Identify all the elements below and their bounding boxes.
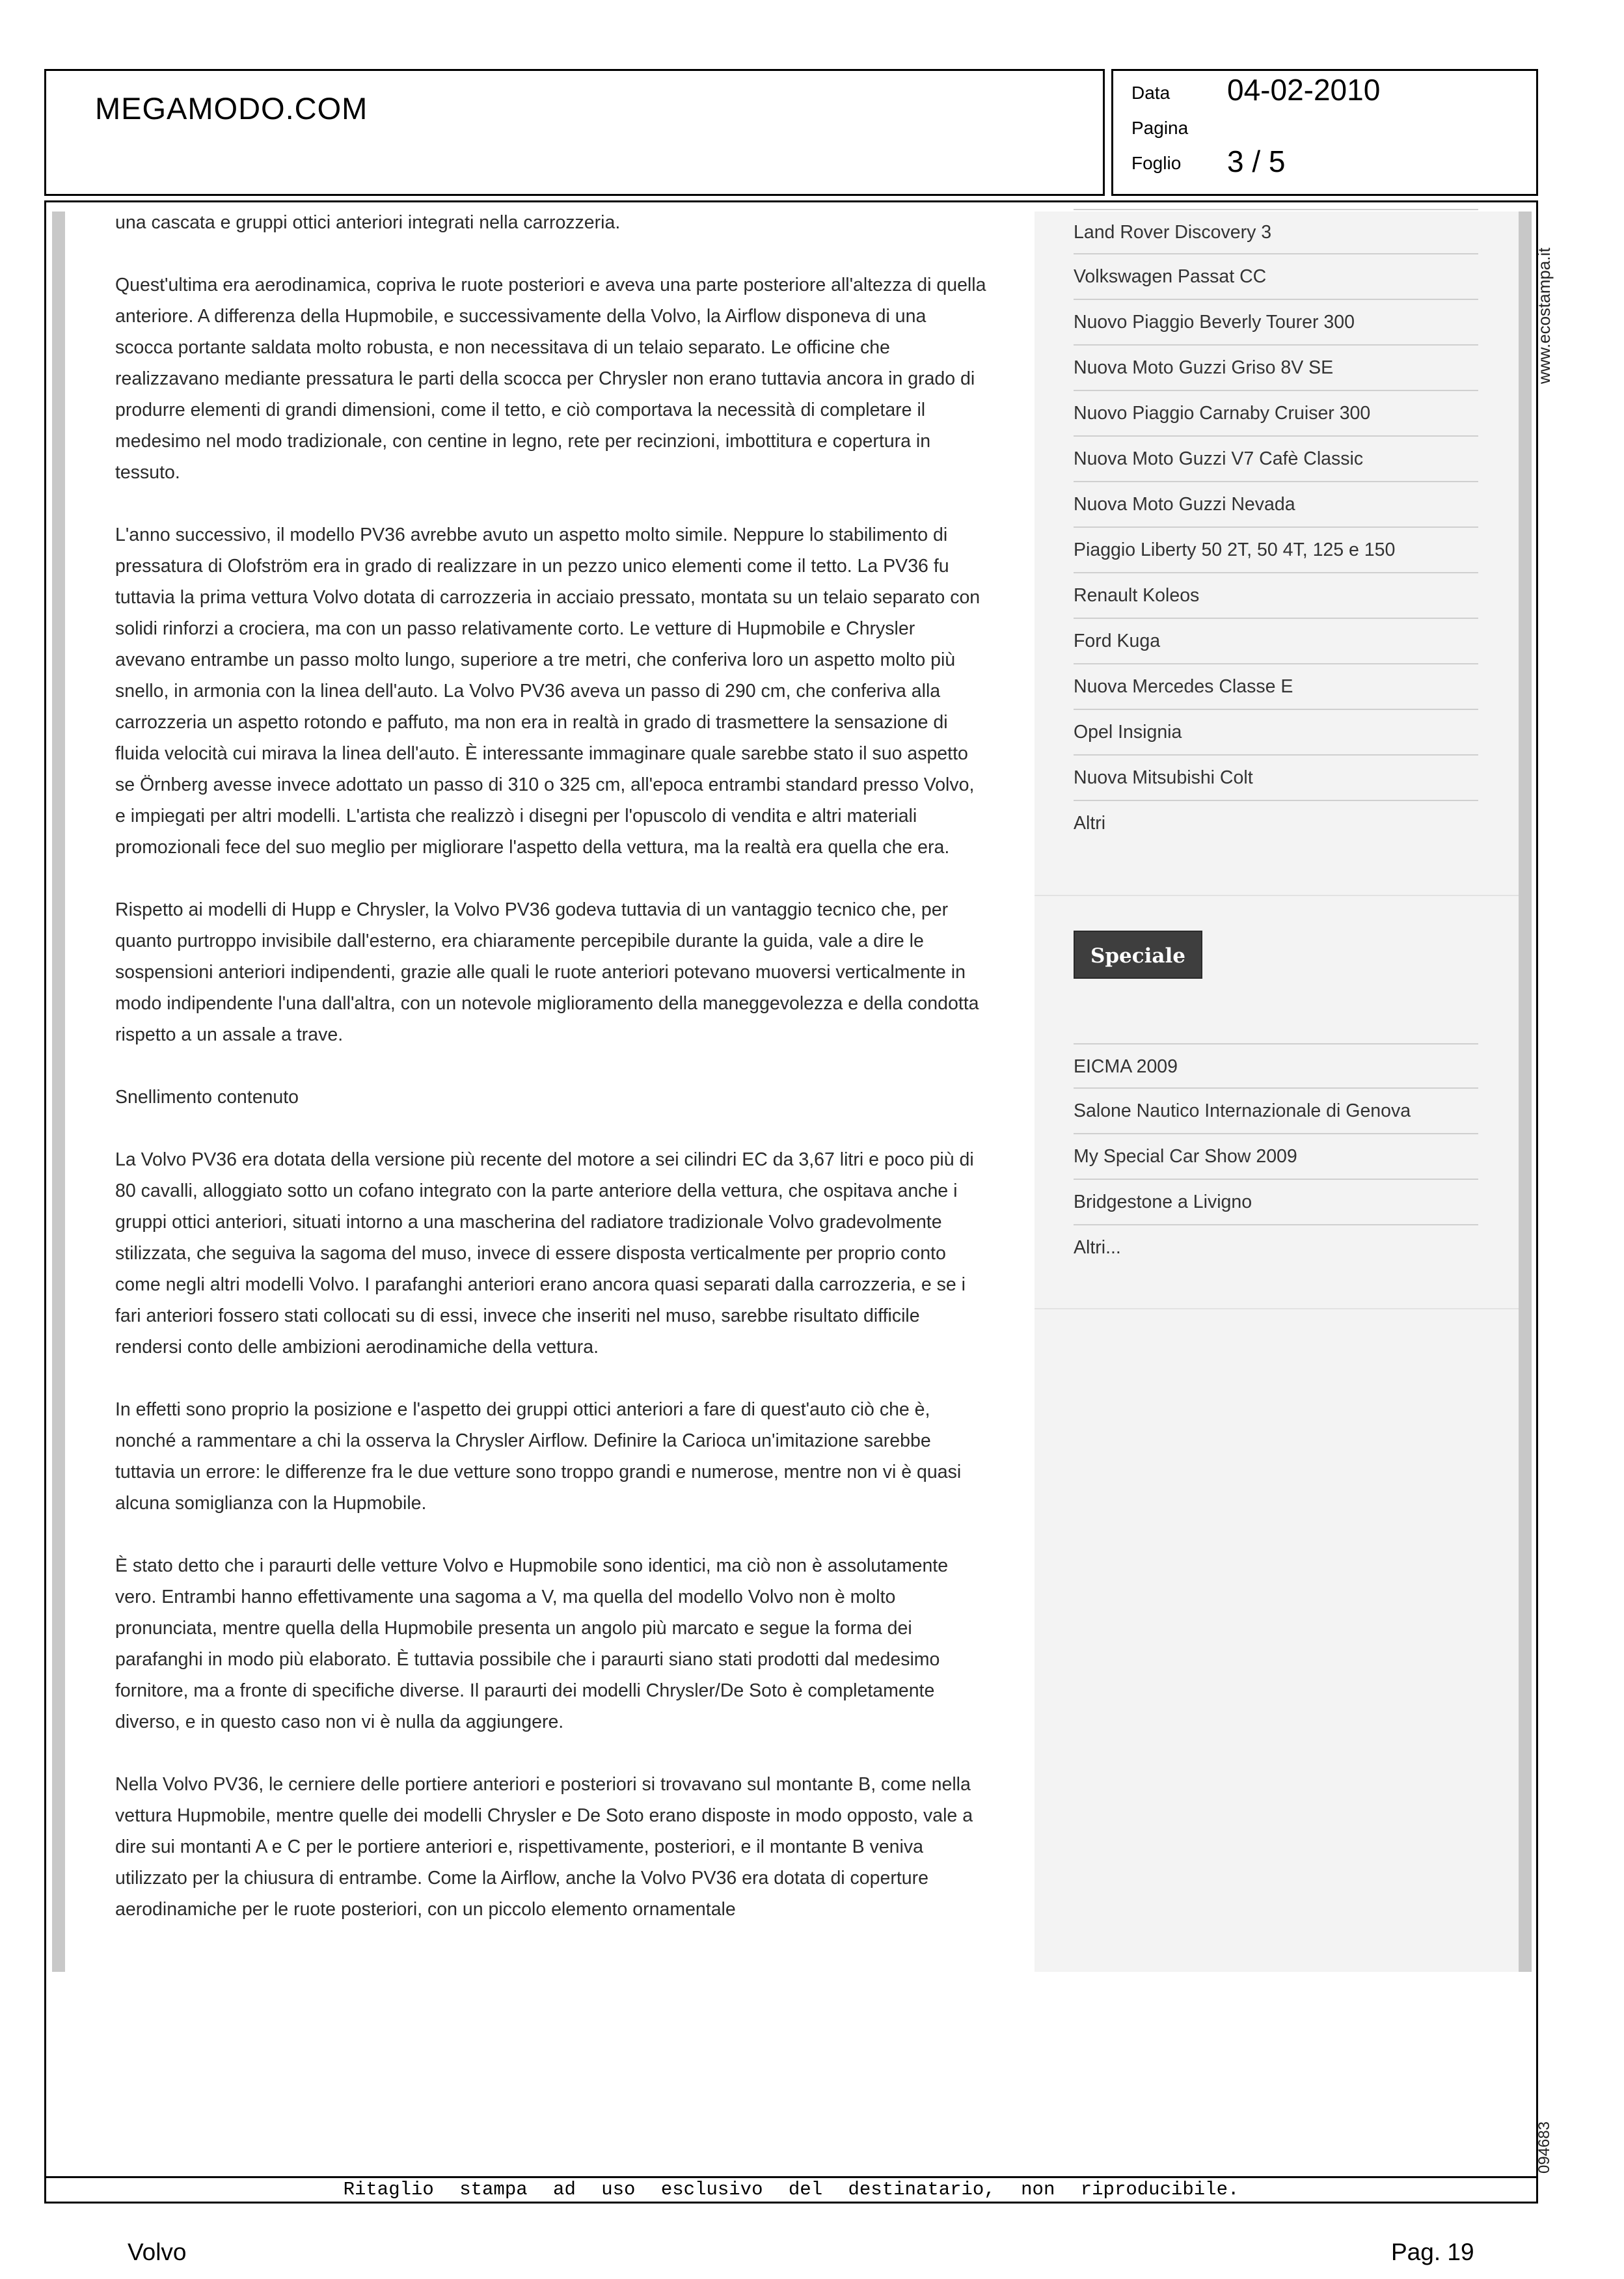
clip-edge-right <box>1519 212 1532 1972</box>
models-list <box>1074 209 1478 847</box>
margin-url: www.ecostampa.it <box>1534 247 1554 384</box>
article-paragraph: L'anno successivo, il modello PV36 avrebbe avuto un aspetto molto simile. Neppure lo stabilimento di pressatura di Olofström era in grado di realizzare in un pezzo unico elementi come il tetto. La PV36 fu tuttavia la prima vettura Volvo dotata di carrozzeria in acciaio pressato, montata su un telaio separato con solidi rinforzi a crociera, ma con un passo relativamente corto. Le vetture di Hupmobile e Chrysler avevano entrambe un passo molto lungo, superiore a tre metri, che conferiva loro un aspetto molto più snello, in armonia con la linea dell'auto. La Volvo PV36 aveva un passo di 290 cm, che conferiva alla carrozzeria un aspetto rotondo e paffuto, ma non era in realtà in grado di trasmettere la sensazione di fluida velocità cui mirava la linea dell'auto. È interessante immaginare quale sarebbe stato il suo aspetto se Örnberg avesse invece adottato un passo di 310 o 325 cm, all'epoca entrambi standard presso Volvo, e impiegati per altri modelli. L'artista che realizzò i disegni per l'opuscolo di vendita e altri materiali promozionali fece del suo meglio per migliorare l'aspetto della vettura, ma la realtà era quella che era. <box>115 525 981 858</box>
speciale-link[interactable]: Bridgestone a Livigno <box>1074 1180 1478 1225</box>
sidebar-link[interactable]: Nuovo Piaggio Beverly Tourer 300 <box>1074 300 1478 346</box>
speciale-list <box>1074 1043 1478 1271</box>
speciale-link[interactable]: EICMA 2009 <box>1074 1043 1478 1089</box>
sidebar-link[interactable]: Renault Koleos <box>1074 573 1478 619</box>
sidebar-link[interactable]: Nuova Moto Guzzi Nevada <box>1074 482 1478 528</box>
article-paragraph: Quest'ultima era aerodinamica, copriva le ruote posteriori e aveva una parte posteriore all'altezza di quella anteriore. A differenza della Hupmobile, e successivamente della Volvo, la Airflow disponeva di una scocca portante saldata molto robusta, e non necessitava di un telaio separato. Le officine che realizzavano mediante pressatura le parti della scocca per Chrysler non erano tuttavia ancora in grado di produrre elementi di grandi dimensioni, come il tetto, e ciò comportava la necessità di completare il medesimo nel modo tradizionale, con centine in legno, rete per recinzioni, imbottitura e copertura in tessuto. <box>115 275 986 483</box>
sidebar-link-more[interactable]: Altri <box>1074 813 1106 834</box>
clipping-notice: Ritaglio stampa ad uso esclusivo del destinatario, non riproducibile. <box>343 2179 1239 2200</box>
sidebar-link[interactable]: Volkswagen Passat CC <box>1074 254 1478 300</box>
sidebar-link[interactable]: Land Rover Discovery 3 <box>1074 209 1478 254</box>
article-body <box>115 207 987 1956</box>
footer-subject: Volvo <box>128 2239 187 2265</box>
sidebar-link[interactable]: Piaggio Liberty 50 2T, 50 4T, 125 e 150 <box>1074 528 1478 573</box>
sidebar-separator <box>1035 895 1519 896</box>
sidebar-link[interactable]: Nuovo Piaggio Carnaby Cruiser 300 <box>1074 391 1478 437</box>
sidebar <box>1035 212 1519 1972</box>
article-paragraph: Nella Volvo PV36, le cerniere delle portiere anteriori e posteriori si trovavano sul montante B, come nella vettura Hupmobile, mentre quelle dei modelli Chrysler e De Soto erano disposte in modo opposto, vale a dire sui montanti A e C per le portiere anteriori e, rispettivamente, posteriori, e il montante B veniva utilizzato per la chiusura di entrambe. Come la Airflow, anche la Volvo PV36 era dotata di coperture aerodinamiche per le ruote posteriori, con un piccolo elemento ornamentale <box>115 1774 973 1920</box>
speciale-link[interactable]: Salone Nautico Internazionale di Genova <box>1074 1089 1478 1134</box>
sidebar-link[interactable]: Ford Kuga <box>1074 619 1478 664</box>
date-label: Data <box>1131 83 1171 103</box>
publication-name: MEGAMODO.COM <box>95 91 368 126</box>
article-paragraph: una cascata e gruppi ottici anteriori integrati nella carrozzeria. <box>115 212 621 233</box>
date-value: 04-02-2010 <box>1227 73 1381 107</box>
sidebar-link[interactable]: Nuova Mitsubishi Colt <box>1074 756 1478 801</box>
clip-edge-left <box>52 212 65 1972</box>
article-paragraph: È stato detto che i paraurti delle vetture Volvo e Hupmobile sono identici, ma ciò non è assolutamente vero. Entrambi hanno effettivamente una sagoma a V, ma quella del modello Volvo non è molto pronunciata, mentre quella della Hupmobile presenta un angolo più marcato e segue la forma dei parafanghi in modo più elaborato. È tuttavia possibile che i paraurti siano stati prodotti dal medesimo fornitore, ma a fronte di specifiche diverse. Il paraurti dei modelli Chrysler/De Soto è completamente diverso, e in questo caso non vi è nulla da aggiungere. <box>115 1555 949 1732</box>
page-label: Pagina <box>1131 118 1189 138</box>
article-paragraph: Rispetto ai modelli di Hupp e Chrysler, la Volvo PV36 godeva tuttavia di un vantaggio tecnico che, per quanto purtroppo invisibile dall'esterno, era chiaramente percepibile durante la guida, vale a dire le sospensioni anteriori indipendenti, grazie alle quali le ruote anteriori potevano muoversi verticalmente in modo indipendente l'una dall'altra, con un notevole miglioramento della maneggevolezza e della condotta rispetto a un assale a trave. <box>115 899 979 1045</box>
speciale-link[interactable]: My Special Car Show 2009 <box>1074 1134 1478 1180</box>
margin-code: 094683 <box>1536 2121 1553 2174</box>
sheet-label: Foglio <box>1131 153 1182 173</box>
sidebar-separator <box>1035 1308 1519 1309</box>
header-publication-box <box>44 69 1105 196</box>
sidebar-link[interactable]: Nuova Moto Guzzi Griso 8V SE <box>1074 346 1478 391</box>
article-paragraph: In effetti sono proprio la posizione e l'aspetto dei gruppi ottici anteriori a fare di quest'auto ciò che è, nonché a rammentare a chi la osserva la Chrysler Airflow. Definire la Carioca un'imitazione sarebbe tuttavia un errore: le differenze fra le due vetture sono troppo grandi e numerose, mentre non vi è quasi alcuna somiglianza con la Hupmobile. <box>115 1399 962 1514</box>
speciale-button[interactable]: Speciale <box>1074 931 1202 979</box>
sidebar-link[interactable]: Opel Insignia <box>1074 710 1478 756</box>
header-meta-box <box>1111 69 1538 196</box>
speciale-link-more[interactable]: Altri... <box>1074 1237 1121 1258</box>
sidebar-link[interactable]: Nuova Moto Guzzi V7 Cafè Classic <box>1074 437 1478 482</box>
sheet-value: 3 / 5 <box>1227 144 1286 178</box>
sidebar-link[interactable]: Nuova Mercedes Classe E <box>1074 664 1478 710</box>
article-paragraph: La Volvo PV36 era dotata della versione più recente del motore a sei cilindri EC da 3,67 litri e poco più di 80 cavalli, alloggiato sotto un cofano integrato con la parte anteriore della vettura, che ospitava anche i gruppi ottici anteriori, situati intorno a una mascherina del radiatore tradizionale Volvo gradevolmente stilizzata, che seguiva la sagoma del muso, invece di essere disposta verticalmente per proprio conto come negli altri modelli Volvo. I parafanghi anteriori erano ancora quasi separati dalla carrozzeria, e se i fari anteriori fossero stati collocati su di essi, invece che inseriti nel muso, sarebbe risultato difficile rendersi conto delle ambizioni aerodinamiche della vettura. <box>115 1149 974 1358</box>
footer-page-number: Pag. 19 <box>1391 2239 1474 2265</box>
article-subheading: Snellimento contenuto <box>115 1087 299 1108</box>
notice-divider <box>44 2176 1538 2178</box>
